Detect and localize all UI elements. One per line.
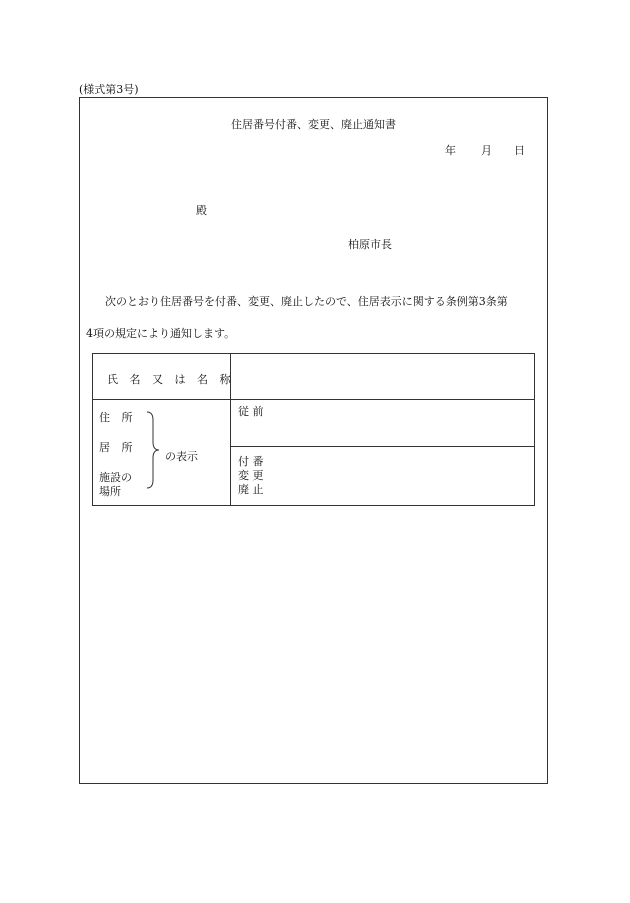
body-text-line-1: 次のとおり住居番号を付番、変更、廃止したので、住居表示に関する条例第3条第 [105,295,508,308]
address-label: 住 所 [99,411,137,424]
display-label: の表示 [165,450,198,463]
table-row-divider-right [230,446,534,447]
date-year-label: 年 [445,144,456,157]
document-title: 住居番号付番、変更、廃止通知書 [231,118,396,131]
name-label: 氏 名 又 は 名 称 [107,373,235,386]
action-change-label: 変 更 [238,469,264,482]
form-number: (様式第3号) [79,83,139,96]
addressee-suffix: 殿 [196,204,207,217]
previous-label: 従 前 [238,405,264,418]
action-assign-label: 付 番 [238,455,264,468]
table-row-divider [93,399,534,400]
curly-brace-icon [145,410,161,490]
action-labels [238,455,264,497]
action-abolish-label: 廃 止 [238,483,264,496]
residence-label: 居 所 [99,441,137,454]
info-table [92,353,535,506]
body-text-line-2: 4項の規定により通知します。 [86,327,236,340]
facility-label [99,471,132,499]
date-day-label: 日 [514,144,525,157]
issuer-name: 柏原市長 [348,238,392,251]
form-frame [79,97,548,784]
facility-label-line-1: 施設の [99,471,132,484]
facility-label-line-2: 場所 [99,485,121,498]
date-month-label: 月 [481,144,492,157]
